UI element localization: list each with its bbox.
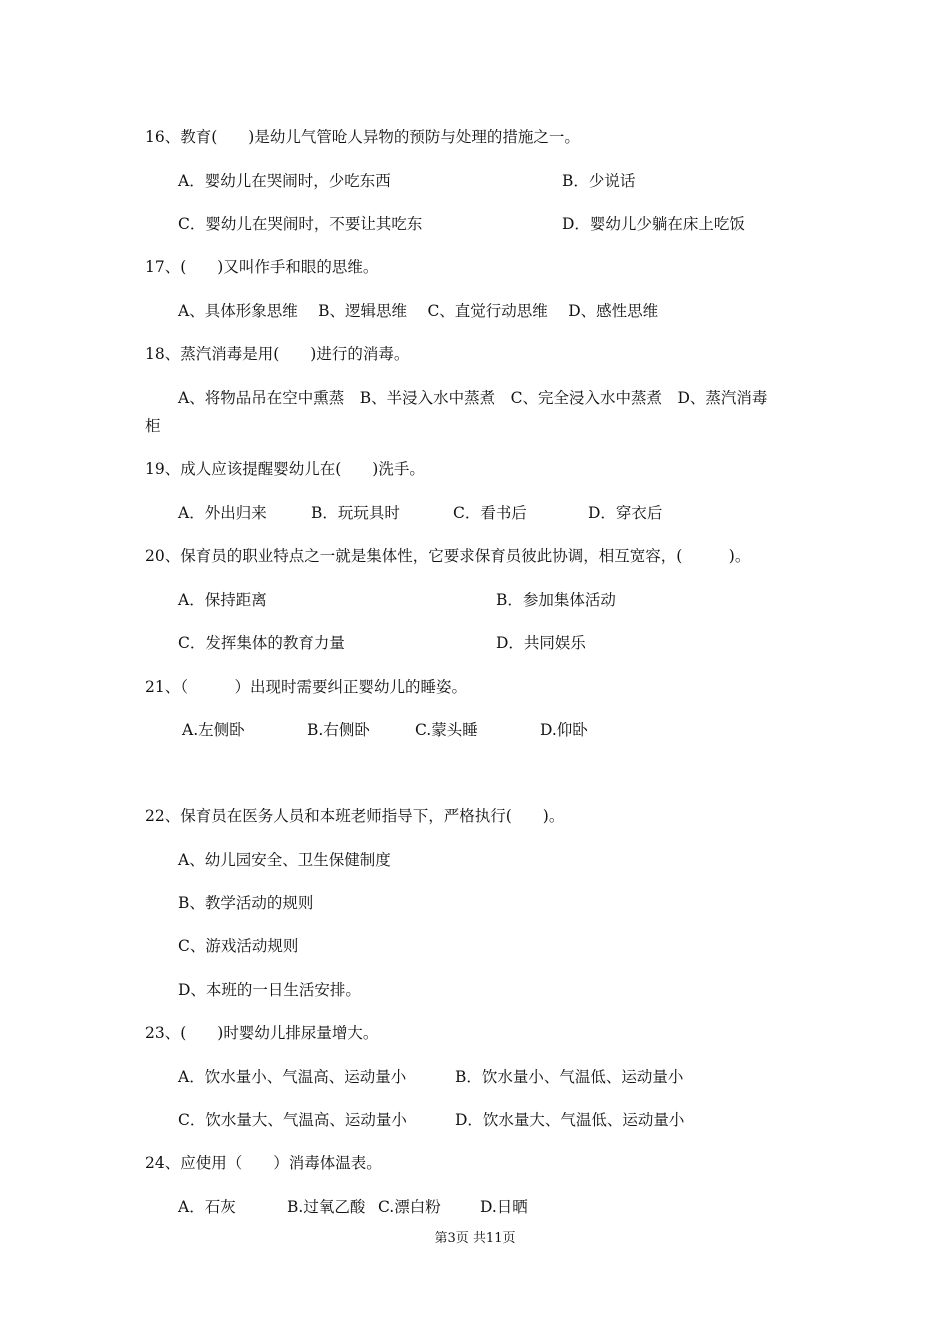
option-a: A.左侧卧 [182,721,245,739]
options-line: A、将物品吊在空中熏蒸 B、半浸入水中蒸煮 C、完全浸入水中蒸煮 D、蒸汽消毒 [178,389,768,407]
option-c: C．发挥集体的教育力量 [178,634,345,652]
question-22: 22、保育员在医务人员和本班老师指导下，严格执行( )。 [145,807,565,825]
option-a: A．保持距离 [178,591,267,609]
option-a: A．婴幼儿在哭闹时，少吃东西 [178,172,391,190]
options-line-continued: 柜 [145,417,161,435]
question-20: 20、保育员的职业特点之一就是集体性，它要求保育员彼此协调，相互宽容，( )。 [145,547,751,565]
question-23: 23、( )时婴幼儿排尿量增大。 [145,1024,379,1042]
question-21: 21、（ ）出现时需要纠正婴幼儿的睡姿。 [145,678,467,696]
option-d: D．穿衣后 [588,504,663,522]
option-c: C．看书后 [453,504,527,522]
option-c: C．饮水量大、气温高、运动量小 [178,1111,407,1129]
option-d: D、本班的一日生活安排。 [178,981,361,999]
option-b: B．少说话 [562,172,636,190]
option-d: D.仰卧 [540,721,588,739]
option-d: D.日晒 [480,1198,528,1216]
option-a: A．外出归来 [178,504,267,522]
question-16: 16、教育( )是幼儿气管呛人异物的预防与处理的措施之一。 [145,128,580,146]
option-c: C.蒙头睡 [415,721,478,739]
page-number: 第3页 共11页 [434,1231,516,1246]
option-a: A．石灰 [178,1198,236,1216]
option-c: C.漂白粉 [378,1198,441,1216]
question-24: 24、应使用（ ）消毒体温表。 [145,1154,382,1172]
question-18: 18、蒸汽消毒是用( )进行的消毒。 [145,345,410,363]
option-c: C．婴幼儿在哭闹时，不要让其吃东 [178,215,423,233]
option-b: B.右侧卧 [307,721,370,739]
option-c: C、游戏活动规则 [178,937,299,955]
option-a: A．饮水量小、气温高、运动量小 [178,1068,407,1086]
question-17: 17、( )又叫作手和眼的思维。 [145,258,379,276]
question-19: 19、成人应该提醒婴幼儿在( )洗手。 [145,460,425,478]
option-b: B．参加集体活动 [496,591,616,609]
option-b: B、教学活动的规则 [178,894,314,912]
option-b: B．玩玩具时 [311,504,400,522]
option-d: D．饮水量大、气温低、运动量小 [455,1111,685,1129]
option-b: B．饮水量小、气温低、运动量小 [455,1068,684,1086]
option-a: A、幼儿园安全、卫生保健制度 [178,851,391,869]
option-b: B.过氧乙酸 [287,1198,366,1216]
option-d: D．婴幼儿少躺在床上吃饭 [562,215,745,233]
options-line: A、具体形象思维 B、逻辑思维 C、直觉行动思维 D、感性思维 [178,302,659,320]
option-d: D．共同娱乐 [496,634,586,652]
